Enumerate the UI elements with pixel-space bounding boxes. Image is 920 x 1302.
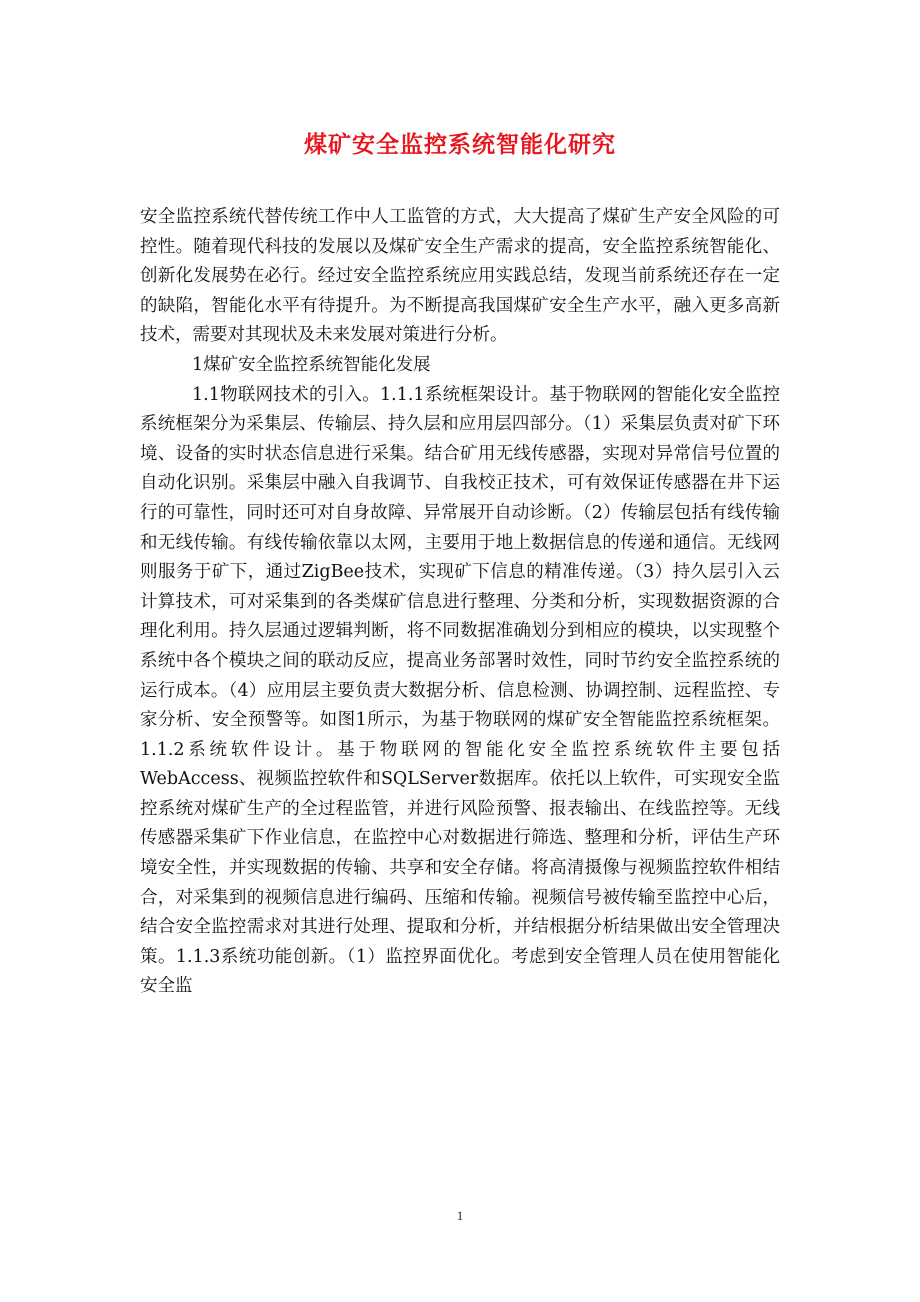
- section-heading: 1煤矿安全监控系统智能化发展: [192, 354, 431, 375]
- intro-paragraph: 安全监控系统代替传统工作中人工监管的方式，大大提高了煤矿生产安全风险的可控性。随着现代科技的发展以及煤矿安全生产需求的提高，安全监控系统智能化、创新化发展势在必行。经过安全监控系统应用实践总结，发现当前系统还存在一定的缺陷，智能化水平有待提升。为不断提高我国煤矿安全生产水平，融入更多高新技术，需要对其现状及未来发展对策进行分析。: [140, 207, 780, 346]
- section-paragraph: 1.1物联网技术的引入。1.1.1系统框架设计。基于物联网的智能化安全监控系统框架分为采集层、传输层、持久层和应用层四部分。（1）采集层负责对矿下环境、设备的实时状态信息进行采集。结合矿用无线传感器，实现对异常信号位置的自动化识别。采集层中融入自我调节、自我校正技术，可有效保证传感器在井下运行的可靠性，同时还可对自身故障、异常展开自动诊断。（2）传输层包括有线传输和无线传输。有线传输依靠以太网，主要用于地上数据信息的传递和通信。无线网则服务于矿下，通过ZigBee技术，实现矿下信息的精准传递。（3）持久层引入云计算技术，可对采集到的各类煤矿信息进行整理、分类和分析，实现数据资源的合理化利用。持久层通过逻辑判断，将不同数据准确划分到相应的模块，以实现整个系统中各个模块之间的联动反应，提高业务部署时效性，同时节约安全监控系统的运行成本。（4）应用层主要负责大数据分析、信息检测、协调控制、远程监控、专家分析、安全预警等。如图1所示，为基于物联网的煤矿安全智能监控系统框架。1.1.2系统软件设计。基于物联网的智能化安全监控系统软件主要包括WebAccess、视频监控软件和SQLServer数据库。依托以上软件，可实现安全监控系统对煤矿生产的全过程监管，并进行风险预警、报表输出、在线监控等。无线传感器采集矿下作业信息，在监控中心对数据进行筛选、整理和分析，评估生产环境安全性，并实现数据的传输、共享和安全存储。将高清摄像与视频监控软件相结合，对采集到的视频信息进行编码、压缩和传输。视频信号被传输至监控中心后，结合安全监控需求对其进行处理、提取和分析，并结根据分析结果做出安全管理决策。1.1.3系统功能创新。（1）监控界面优化。考虑到安全管理人员在使用智能化安全监: [140, 384, 780, 997]
- document-title: 煤矿安全监控系统智能化研究: [304, 132, 616, 158]
- document-body: [140, 203, 780, 1002]
- page-number: 1: [456, 1208, 464, 1223]
